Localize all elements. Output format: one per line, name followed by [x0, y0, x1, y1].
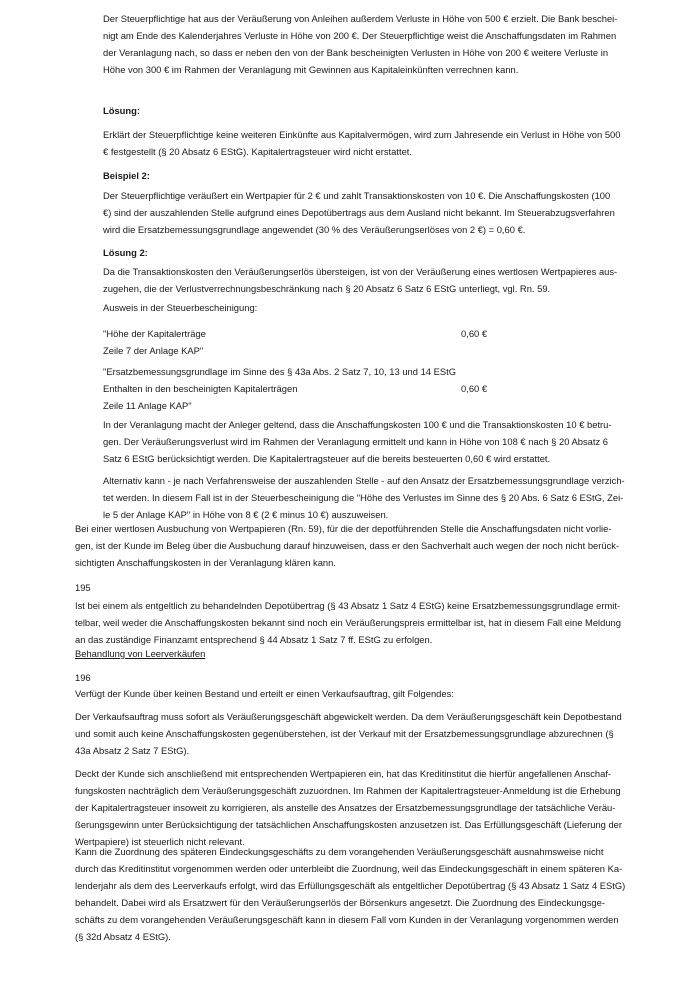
paragraph-verkaufsauftrag: Der Verkaufsauftrag muss sofort als Veräußerungsgeschäft abgewickelt werden. Da dem Veräußerungsgeschäft kein Depotbestand und somit auch keine Anschaffungskosten gegenüberstehen, ist der Verkauf mit der Ersatzbemessungsgrundlage abzurechnen (§ 43a Absatz 2 Satz 7 EStG). — [75, 711, 622, 756]
ersatzbemessung-zeile: Zeile 11 Anlage KAP" — [103, 400, 192, 411]
paragraph-veranlagung: In der Veranlagung macht der Anleger geltend, dass die Anschaffungskosten 100 € und die Transaktionskosten 10 € betru- gen. Der Veräußerungsverlust wird im Rahmen der Veranlagung ermittelt und kann in Höhe von 108 € nach § 20 Absatz 6 Satz 6 EStG berücksichtigt werden. Die Kapitalertragsteuer auf die bereits besteuerten 0,60 € wird erstattet. — [103, 419, 612, 464]
kapitalertraege-amount: 0,60 € — [461, 328, 488, 339]
paragraph-alternativ: Alternativ kann - je nach Verfahrensweise der auszahlenden Stelle - auf den Ansatz der Ersatzbemessungsgrundlage verzich- tet werden. In diesem Fall ist in der Steuerbescheinigung die "Höhe des Verlustes im Sinne des § 20 Abs. 6 Satz 6 EStG, Zei- le 5 der Anlage KAP" in Höhe von 8 € (2 € minus 10 €) auszuweisen. — [103, 475, 625, 520]
paragraph-loesung-2: Da die Transaktionskosten den Veräußerungserlös übersteigen, ist von der Veräußerung eines wertlosen Wertpapieres aus- zugehen, die der Verlustverrechnungsbeschränkung nach § 20 Absatz 6 Satz 6 EStG unterliegt, vgl. Rn. 59. — [103, 266, 618, 294]
heading-loesung-2: Lösung 2: — [103, 247, 148, 258]
ersatzbemessung-amount: 0,60 € — [461, 383, 488, 394]
heading-beispiel-2: Beispiel 2: — [103, 170, 150, 181]
paragraph-verluste-anleihen: Der Steuerpflichtige hat aus der Veräußerung von Anleihen außerdem Verluste in Höhe von 500 € erzielt. Die Bank beschei- nigt am Ende des Kalenderjahres Verluste in Höhe von 200 €. Der Steuerpflichtige weist die Anschaffungsdaten im Rahmen der Veranlagung nach, so dass er neben den von der Bank bescheinigten Verlusten in Höhe von 200 € weitere Verluste in Höhe von 300 € im Rahmen der Veranlagung mit Gewinnen aus Kapitaleinkünften verrechnen kann. — [103, 13, 618, 75]
heading-leerverkaeufe: Behandlung von Leerverkäufen — [75, 648, 206, 659]
paragraph-depotuebertrag: Ist bei einem als entgeltlich zu behandelnden Depotübertrag (§ 43 Absatz 1 Satz 4 EStG) keine Ersatzbemessungsgrundlage ermit- telbar, weil weder die Anschaffungskosten bekannt sind noch ein Veräußerungspreis ermittelbar ist, hat in diesem Fall eine Meldung an das zuständige Finanzamt entsprechend § 44 Absatz 1 Satz 7 ff. EStG zu erfolgen. — [75, 600, 621, 645]
bescheinigung-kapitalertraege — [103, 325, 623, 359]
randnummer-196: 196 — [75, 672, 91, 683]
ausweis-label: Ausweis in der Steuerbescheinigung: — [103, 302, 258, 313]
kapitalertraege-zeile: Zeile 7 der Anlage KAP" — [103, 345, 204, 356]
bescheinigung-ersatzbemessung — [103, 363, 623, 414]
paragraph-wertlose-ausbuchung: Bei einer wertlosen Ausbuchung von Wertpapieren (Rn. 59), für die der depotführenden Stelle die Anschaffungsdaten nicht vorlie- gen, ist der Kunde im Beleg über die Ausbuchung darauf hinzuweisen, dass er den Sachverhalt auch wegen der noch nicht berück- sichtigten Anschaffungskosten in der Veranlagung klären kann. — [75, 523, 620, 568]
paragraph-eindeckung: Deckt der Kunde sich anschließend mit entsprechenden Wertpapieren ein, hat das Kreditinstitut die hierfür angefallenen Anschaf- fungskosten nachträglich dem Veräußerungsgeschäft zuzuordnen. Im Rahmen der Kapitalertragsteuer-Anmeldung ist die Erhebung der Kapitalertragsteuer insoweit zu korrigieren, als anstelle des Ansatzes der Ersatzbemessungsgrundlage der tatsächliche Veräu- ßerungsgewinn unter Berücksichtigung der tatsächlichen Anschaffungskosten anzusetzen ist. Das Erfüllungsgeschäft (Lieferung der Wertpapiere) ist steuerlich nicht relevant. — [75, 768, 623, 847]
kapitalertraege-row — [103, 325, 623, 342]
ersatzbemessung-row — [103, 380, 623, 397]
ersatzbemessung-enthalten: Enthalten in den bescheinigten Kapitalerträgen — [103, 383, 298, 394]
kapitalertraege-row-2 — [103, 342, 623, 359]
heading-loesung: Lösung: — [103, 105, 140, 116]
randnummer-195: 195 — [75, 582, 91, 593]
kapitalertraege-label: "Höhe der Kapitalerträge — [103, 328, 206, 339]
paragraph-beispiel-2: Der Steuerpflichtige veräußert ein Wertpapier für 2 € und zahlt Transaktionskosten von 10 €. Die Anschaffungskosten (100 €) sind der auszahlenden Stelle aufgrund eines Depotübertrags aus dem Ausland nicht bekannt. Im Steuerabzugsverfahren wird die Ersatzbemessungsgrundlage angewendet (30 % des Veräußerungserlöses von 2 €) = 0,60 €. — [103, 190, 615, 235]
paragraph-loesung: Erklärt der Steuerpflichtige keine weiteren Einkünfte aus Kapitalvermögen, wird zum Jahresende ein Verlust in Höhe von 500 € festgestellt (§ 20 Absatz 6 EStG). Kapitalertragsteuer wird nicht erstattet. — [103, 129, 621, 157]
ersatzbemessung-label: "Ersatzbemessungsgrundlage im Sinne des § 43a Abs. 2 Satz 7, 10, 13 und 14 EStG — [103, 366, 457, 377]
paragraph-zuordnung: Kann die Zuordnung des späteren Eindeckungsgeschäfts zu dem vorangehenden Veräußerungsgeschäft ausnahmsweise nicht durch das Kreditinstitut vorgenommen werden oder unterbleibt die Zuordnung, weil das Eindeckungsgeschäft in einem späteren Ka- lenderjahr als dem des Leerverkaufs erfolgt, wird das Erfüllungsgeschäft als entgeltlicher Depotübertrag (§ 43 Absatz 1 Satz 4 EStG) behandelt. Dabei wird als Ersatzwert für den Veräußerungserlös der Börsenkurs angesetzt. Die Zuordnung des Eindeckungsge- schäfts zu dem vorangehenden Veräußerungsgeschäft kann in diesem Fall vom Kunden in der Veranlagung vorgenommen werden (§ 32d Absatz 4 EStG). — [75, 846, 626, 942]
paragraph-kein-bestand: Verfügt der Kunde über keinen Bestand und erteilt er einen Verkaufsauftrag, gilt Folgendes: — [75, 688, 454, 699]
